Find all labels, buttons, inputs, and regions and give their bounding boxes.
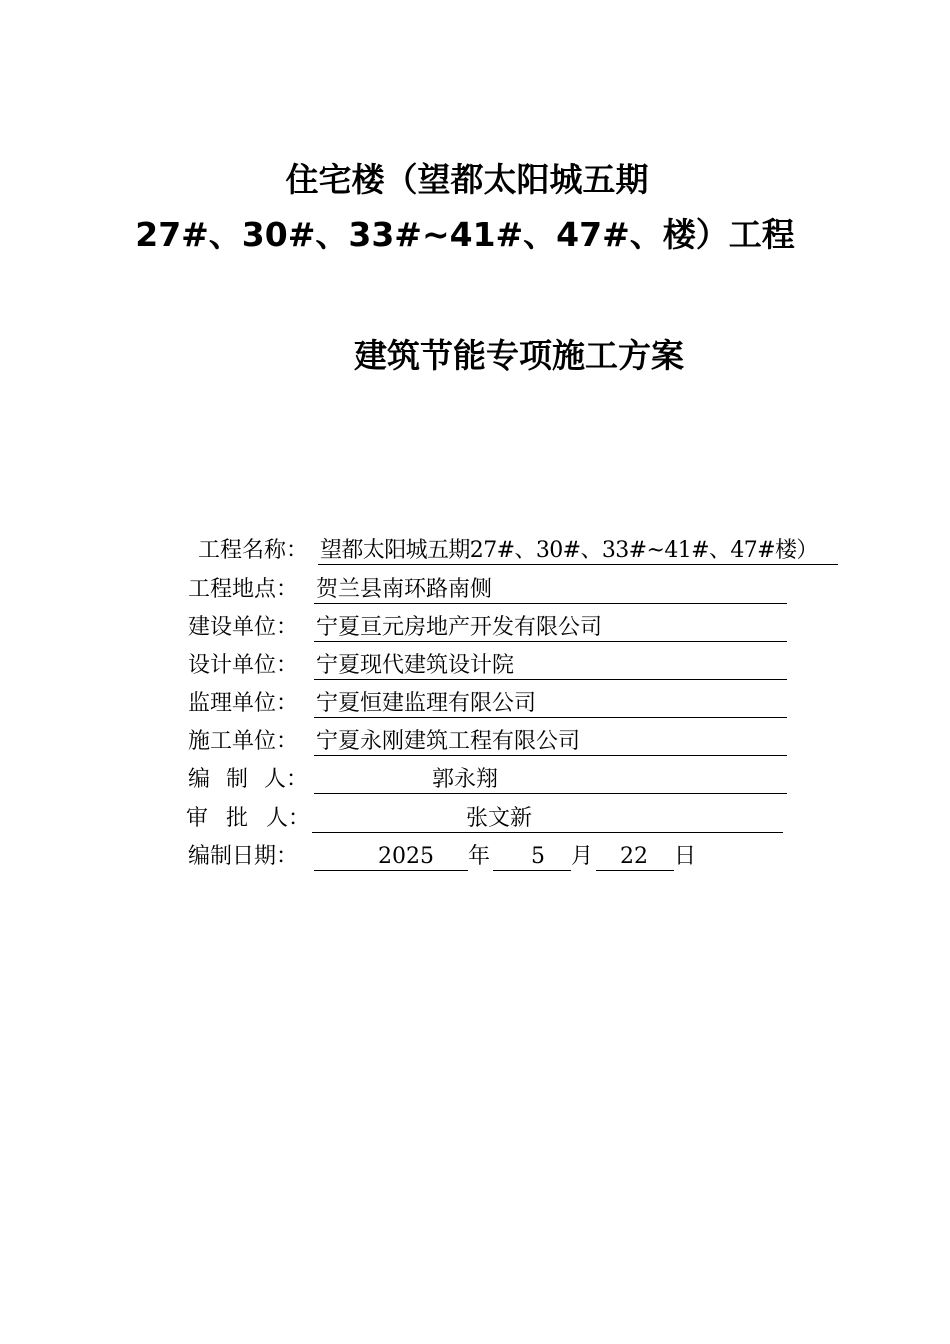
compiler-underline	[314, 765, 787, 794]
document-title-line-1: 住宅楼（望都太阳城五期	[285, 160, 649, 199]
document-title-line-2: 27#、30#、33#~41#、47#、楼）工程	[135, 215, 795, 254]
supervisor-row	[188, 689, 793, 719]
compiler-value: 郭永翔	[432, 767, 499, 792]
designer-label: 设计单位：	[188, 653, 299, 678]
document-title-line-3: 建筑节能专项施工方案	[354, 336, 684, 375]
project-name-label: 工程名称：	[198, 538, 309, 563]
compiler-row	[188, 765, 793, 795]
project-name-row	[198, 536, 843, 566]
location-label: 工程地点：	[188, 577, 299, 602]
date-row	[188, 842, 708, 872]
compiler-label: 编 制 人：	[188, 767, 308, 792]
approver-underline	[312, 804, 783, 833]
approver-label: 审 批 人：	[186, 806, 310, 831]
date-label: 编制日期：	[188, 844, 299, 869]
year-unit: 年	[468, 844, 491, 869]
developer-row	[188, 613, 793, 643]
designer-row	[188, 651, 793, 681]
location-value: 贺兰县南环路南侧	[316, 577, 493, 602]
project-name-value: 望都太阳城五期27#、30#、33#~41#、47#楼）	[320, 538, 818, 563]
designer-value: 宁夏现代建筑设计院	[316, 653, 515, 678]
developer-value: 宁夏亘元房地产开发有限公司	[316, 615, 603, 640]
day-unit: 日	[674, 844, 697, 869]
month-value: 5	[531, 844, 545, 869]
contractor-value: 宁夏永刚建筑工程有限公司	[316, 729, 581, 754]
year-value: 2025	[378, 844, 434, 869]
contractor-row	[188, 727, 793, 757]
developer-label: 建设单位：	[188, 615, 299, 640]
approver-row	[186, 804, 791, 834]
month-unit: 月	[571, 844, 594, 869]
supervisor-value: 宁夏恒建监理有限公司	[316, 691, 537, 716]
contractor-label: 施工单位：	[188, 729, 299, 754]
location-row	[188, 575, 793, 605]
supervisor-label: 监理单位：	[188, 691, 299, 716]
approver-value: 张文新	[466, 806, 533, 831]
day-value: 22	[620, 844, 648, 869]
